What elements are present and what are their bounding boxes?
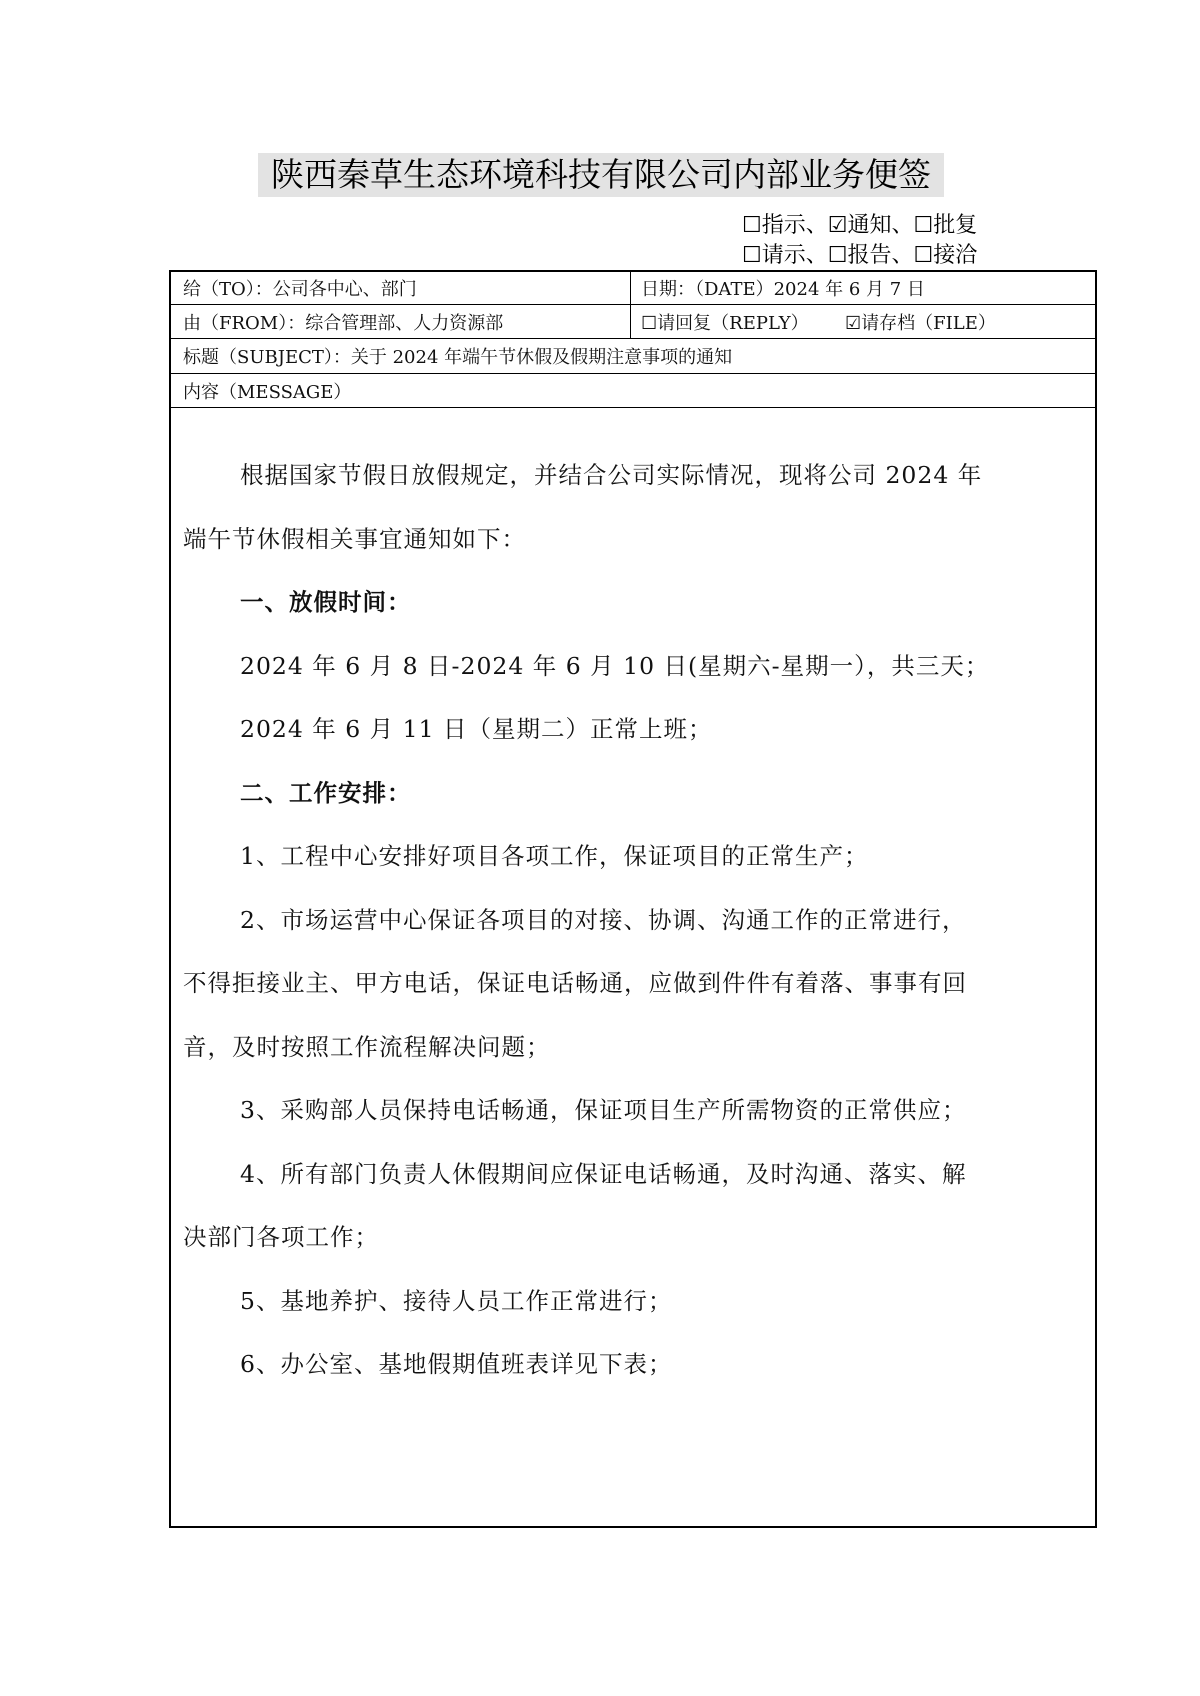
message-label: 内容（MESSAGE） xyxy=(183,381,352,403)
subject-field: 标题（SUBJECT）：关于 2024 年端午节休假及假期注意事项的通知 xyxy=(183,347,733,368)
work-item-2-line-1: 2、市场运营中心保证各项目的对接、协调、沟通工作的正常进行， xyxy=(240,905,967,934)
intro-line-2: 端午节休假相关事宜通知如下： xyxy=(183,524,526,553)
holiday-period: 2024 年 6 月 8 日-2024 年 6 月 10 日(星期六-星期一），共三天； xyxy=(240,651,990,680)
header-row-to-date xyxy=(171,272,1095,305)
header-row-from-flags xyxy=(171,305,1095,339)
doc-type-row-1 xyxy=(742,211,1012,241)
return-to-work: 2024 年 6 月 11 日（星期二）正常上班； xyxy=(240,715,713,743)
work-item-1: 1、工程中心安排好项目各项工作，保证项目的正常生产； xyxy=(240,842,869,870)
checkbox-request[interactable]: ☐请示、 xyxy=(742,243,828,268)
date-field: 日期：（DATE）2024 年 6 月 7 日 xyxy=(641,279,925,300)
checkbox-report[interactable]: ☐报告、 xyxy=(827,243,914,268)
intro-line-1: 根据国家节假日放假规定，并结合公司实际情况，现将公司 2024 年 xyxy=(240,461,983,489)
work-item-2-line-2: 不得拒接业主、甲方电话，保证电话畅通，应做到件件有着落、事事有回 xyxy=(183,969,967,997)
reply-checkbox[interactable]: ☐请回复（REPLY） xyxy=(641,312,809,334)
column-divider xyxy=(630,272,631,304)
checkbox-contact[interactable]: ☐接洽 xyxy=(913,243,978,268)
checkbox-approval[interactable]: ☐批复 xyxy=(913,213,978,238)
file-checkbox[interactable]: ☑请存档（FILE） xyxy=(845,312,996,334)
work-item-6: 6、办公室、基地假期值班表详见下表； xyxy=(240,1350,673,1378)
memo-title: 陕西秦草生态环境科技有限公司内部业务便签 xyxy=(258,153,944,197)
work-item-2-line-3: 音，及时按照工作流程解决问题； xyxy=(183,1032,551,1061)
checkbox-notice[interactable]: ☑通知、 xyxy=(827,213,914,238)
from-field: 由（FROM）：综合管理部、人力资源部 xyxy=(183,312,504,334)
work-item-4-line-2: 决部门各项工作； xyxy=(183,1223,379,1251)
work-item-3: 3、采购部人员保持电话畅通，保证项目生产所需物资的正常供应； xyxy=(240,1096,967,1124)
checkbox-instruction[interactable]: ☐指示、 xyxy=(742,213,828,238)
subject-row xyxy=(171,339,1095,374)
column-divider xyxy=(630,305,631,338)
work-item-5: 5、基地养护、接待人员工作正常进行； xyxy=(240,1286,673,1315)
work-item-4-line-1: 4、所有部门负责人休假期间应保证电话畅通，及时沟通、落实、解 xyxy=(240,1159,967,1188)
section-holiday-title: 一、放假时间： xyxy=(240,588,412,616)
doc-type-row-2 xyxy=(742,241,1012,271)
section-work-title: 二、工作安排： xyxy=(240,778,412,807)
memo-form xyxy=(169,270,1097,1528)
message-body xyxy=(183,394,1083,1397)
to-field: 给（TO）：公司各中心、部门 xyxy=(183,279,417,300)
